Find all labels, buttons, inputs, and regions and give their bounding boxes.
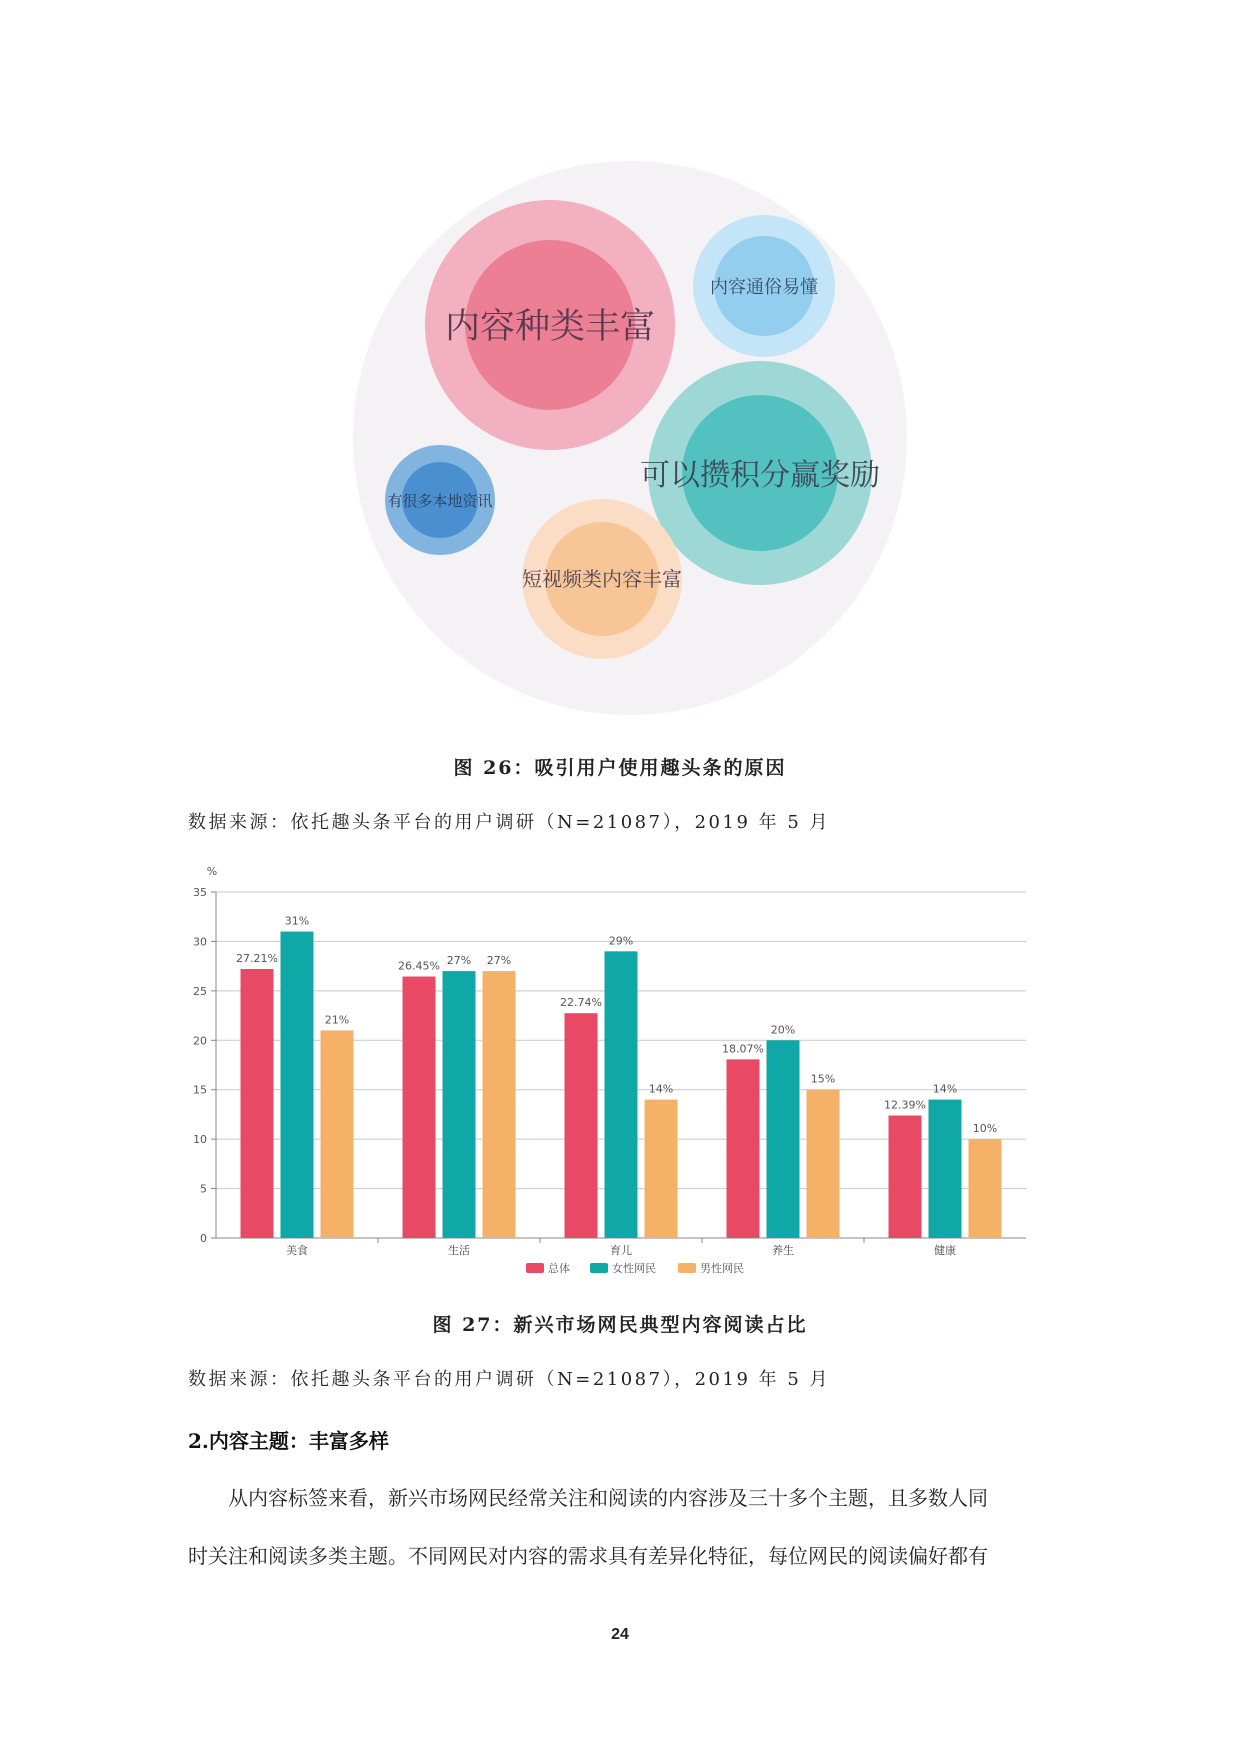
data-label: 20% — [770, 1023, 796, 1037]
figure-26-source: 数据来源：依托趣头条平台的用户调研（N=21087），2019 年 5 月 — [188, 812, 831, 833]
x-tick-label: 生活 — [448, 1244, 470, 1257]
section-title: 2.内容主题：丰富多样 — [188, 1429, 389, 1453]
legend-swatch — [526, 1263, 544, 1273]
y-tick-label: 5 — [200, 1182, 207, 1196]
data-label: 10% — [972, 1122, 998, 1136]
data-label: 12.39% — [884, 1098, 926, 1112]
data-label: 27% — [486, 954, 512, 968]
y-tick-label: 35 — [193, 886, 207, 899]
bar — [321, 1030, 354, 1238]
data-label: 27.21% — [236, 952, 278, 966]
y-tick-label: 10 — [193, 1133, 207, 1147]
y-tick-label: 25 — [193, 984, 207, 998]
legend-swatch — [678, 1263, 696, 1273]
y-tick-label: 20 — [193, 1034, 207, 1048]
data-label: 18.07% — [722, 1042, 764, 1056]
bar — [969, 1139, 1002, 1238]
bar — [645, 1100, 678, 1238]
bar — [767, 1040, 800, 1238]
bubble-content-variety — [425, 200, 675, 450]
data-label: 22.74% — [560, 996, 602, 1010]
legend-label: 总体 — [548, 1262, 570, 1275]
bubble-local-news — [385, 445, 495, 555]
bar — [565, 1013, 598, 1238]
bar-chart — [190, 860, 1040, 1290]
data-label: 29% — [608, 934, 634, 948]
data-label: 21% — [324, 1013, 350, 1027]
bar — [605, 951, 638, 1238]
x-tick-label: 美食 — [286, 1244, 308, 1257]
paragraph-line: 时关注和阅读多类主题。不同网民对内容的需求具有差异化特征，每位网民的阅读偏好都有 — [188, 1544, 988, 1568]
bubble-easy-to-understand — [693, 215, 835, 357]
legend-swatch — [590, 1263, 608, 1273]
bar — [807, 1090, 840, 1238]
figure-26-caption: 图 26：吸引用户使用趣头条的原因 — [453, 757, 787, 779]
bar — [403, 977, 436, 1238]
legend-label: 男性网民 — [700, 1262, 744, 1275]
data-label: 27% — [446, 954, 472, 968]
bar — [889, 1116, 922, 1238]
data-label: 26.45% — [398, 959, 440, 973]
paragraph-line: 从内容标签来看，新兴市场网民经常关注和阅读的内容涉及三十多个主题，且多数人同 — [228, 1486, 988, 1510]
bar — [483, 971, 516, 1238]
data-label: 14% — [932, 1082, 958, 1096]
bubble-label: 内容通俗易懂 — [710, 277, 818, 298]
bar — [281, 932, 314, 1238]
bar — [241, 969, 274, 1238]
data-label: 31% — [284, 914, 310, 928]
bar — [443, 971, 476, 1238]
y-tick-label: 30 — [193, 935, 207, 949]
figure-27-caption: 图 27：新兴市场网民典型内容阅读占比 — [432, 1314, 808, 1336]
data-label: 14% — [648, 1082, 674, 1096]
y-tick-label: 15 — [193, 1083, 207, 1097]
bubble-short-video — [522, 499, 682, 659]
data-label: 15% — [810, 1072, 836, 1086]
legend-label: 女性网民 — [612, 1262, 656, 1275]
bubble-label: 可以攒积分赢奖励 — [640, 458, 880, 493]
figure-27-source: 数据来源：依托趣头条平台的用户调研（N=21087），2019 年 5 月 — [188, 1369, 831, 1390]
x-tick-label: 健康 — [934, 1244, 956, 1257]
page-number: 24 — [611, 1626, 629, 1643]
bar — [929, 1100, 962, 1238]
x-tick-label: 育儿 — [610, 1244, 632, 1257]
y-axis-unit: % — [206, 865, 218, 878]
bubble-chart — [350, 158, 910, 718]
bubble-label: 短视频类内容丰富 — [522, 567, 682, 591]
bubble-label: 有很多本地资讯 — [387, 492, 493, 510]
bar — [727, 1059, 760, 1238]
x-tick-label: 养生 — [772, 1244, 794, 1257]
y-tick-label: 0 — [200, 1232, 207, 1245]
bubble-label: 内容种类丰富 — [444, 307, 656, 347]
